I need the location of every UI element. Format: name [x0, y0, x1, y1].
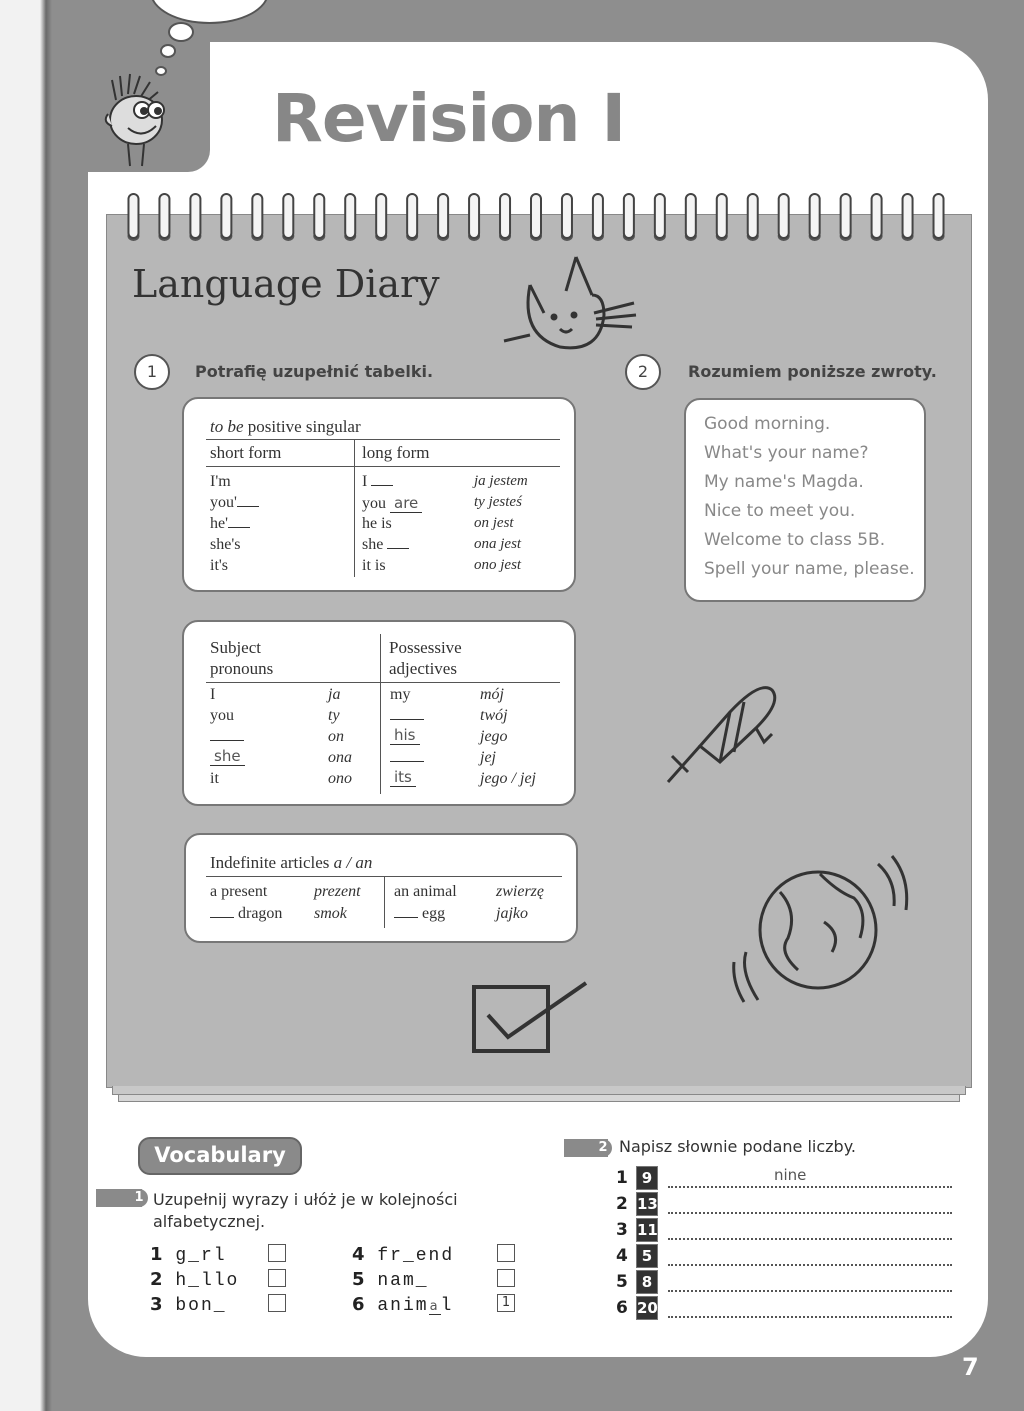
word-item: 5 nam_ — [352, 1269, 429, 1291]
polish-translation: ono — [328, 770, 352, 787]
word-item: 4 fr_end — [352, 1244, 455, 1266]
binding-ring — [809, 194, 821, 241]
number-row[interactable]: 2 13 — [616, 1192, 956, 1216]
possessive-adjective — [390, 768, 416, 787]
order-box[interactable]: 1 — [497, 1294, 515, 1312]
pronouns-table — [182, 620, 576, 806]
column-header: pronouns — [210, 659, 274, 678]
number-row[interactable]: 3 11 — [616, 1218, 956, 1242]
column-header: long form — [362, 443, 430, 462]
mascot-illustration — [98, 70, 188, 170]
phrase: Spell your name, please. — [704, 559, 915, 579]
handwritten-answer: his — [390, 726, 420, 745]
polish-translation: on jest — [474, 515, 514, 531]
polish-translation: ona jest — [474, 536, 522, 552]
phrase: Good morning. — [704, 414, 831, 434]
subject-pronoun: you — [210, 707, 234, 724]
exercise-instruction: alfabetycznej. — [153, 1212, 266, 1231]
polish-translation: ja — [328, 686, 341, 703]
cat-doodle — [500, 255, 640, 365]
long-form: he is — [362, 515, 392, 532]
article-example: egg — [394, 905, 445, 923]
phrases-box — [684, 398, 926, 602]
short-form: it's — [210, 557, 228, 574]
short-form: I'm — [210, 473, 231, 490]
binding-ring — [127, 194, 139, 241]
polish-translation: jego — [480, 728, 508, 745]
table-title-rest: positive singular — [247, 417, 361, 436]
polish-translation: ty — [328, 707, 340, 724]
polish-translation: jego / jej — [480, 770, 536, 787]
long-form: I — [362, 473, 393, 491]
articles-table — [184, 833, 578, 943]
table-title — [210, 417, 361, 437]
binding-ring — [189, 194, 201, 241]
binding-ring — [437, 194, 449, 241]
exercise-instruction: Rozumiem poniższe zwroty. — [688, 362, 937, 381]
table-title-italic: to be — [210, 417, 244, 436]
short-form: he' — [210, 515, 250, 533]
number-row[interactable]: 4 5 — [616, 1244, 956, 1268]
polish-translation: on — [328, 728, 344, 745]
binding-ring — [158, 194, 170, 241]
possessive-adjective: my — [390, 686, 411, 703]
book-spine — [0, 0, 52, 1411]
binding-ring — [251, 194, 263, 241]
binding-ring — [282, 194, 294, 241]
order-box[interactable] — [268, 1294, 286, 1312]
subject-pronoun: I — [210, 686, 216, 703]
polish-translation: jej — [480, 749, 496, 766]
number-row[interactable]: 1 9 nine — [616, 1166, 956, 1190]
binding-ring — [406, 194, 418, 241]
binding-ring — [933, 194, 945, 241]
table-rule — [206, 682, 560, 683]
phrase: Welcome to class 5B. — [704, 530, 886, 550]
phrase: Nice to meet you. — [704, 501, 856, 521]
column-header: short form — [210, 443, 282, 462]
binding-ring — [561, 194, 573, 241]
polish-translation: twój — [480, 707, 508, 724]
polish-translation: ja jestem — [474, 473, 528, 489]
column-header: Possessive — [389, 638, 462, 657]
diary-page-edge — [118, 1095, 960, 1102]
answer-blank[interactable] — [394, 905, 418, 918]
binding-ring — [313, 194, 325, 241]
table-rule — [206, 439, 560, 440]
page-title: Revision I — [272, 80, 625, 157]
thought-bubble-small — [168, 22, 194, 42]
diary-title: Language Diary — [132, 262, 440, 306]
binding-ring — [716, 194, 728, 241]
order-box[interactable] — [268, 1244, 286, 1262]
answer-blank[interactable] — [387, 536, 409, 549]
polish-translation: mój — [480, 686, 504, 703]
binding-ring — [747, 194, 759, 241]
polish-translation: ty jesteś — [474, 494, 522, 510]
column-header: Subject — [210, 638, 261, 657]
exercise-instruction: Uzupełnij wyrazy i ułóż je w kolejności — [153, 1190, 458, 1209]
subject-pronoun-blank[interactable] — [210, 728, 244, 746]
number-row[interactable]: 6 20 — [616, 1296, 956, 1320]
binding-ring — [499, 194, 511, 241]
binding-ring — [375, 194, 387, 241]
column-divider — [354, 439, 355, 577]
binding-ring — [654, 194, 666, 241]
binding-ring — [685, 194, 697, 241]
subject-pronoun: it — [210, 770, 219, 787]
exercise-instruction: Napisz słownie podane liczby. — [619, 1137, 856, 1156]
possessive-adjective — [390, 726, 420, 745]
long-form: you are — [362, 494, 422, 513]
possessive-adjective-blank[interactable] — [390, 749, 424, 767]
answer-blank[interactable] — [210, 905, 234, 918]
phrase: My name's Magda. — [704, 472, 864, 492]
order-box[interactable] — [497, 1269, 515, 1287]
binding-ring — [344, 194, 356, 241]
polish-translation: ona — [328, 749, 352, 766]
page-number: 7 — [962, 1353, 979, 1381]
binding-ring — [778, 194, 790, 241]
number-row[interactable]: 5 8 — [616, 1270, 956, 1294]
subject-pronoun — [210, 747, 245, 766]
order-box[interactable] — [497, 1244, 515, 1262]
handwritten-answer: a — [429, 1299, 440, 1314]
short-form: you' — [210, 494, 259, 512]
handwritten-answer: its — [390, 768, 416, 787]
handwritten-answer: she — [210, 747, 245, 766]
polish-translation: prezent — [314, 883, 361, 900]
answer-blank[interactable] — [228, 515, 250, 528]
exercise-number-badge: 1 — [134, 354, 170, 390]
column-divider — [380, 634, 381, 794]
table-title: Indefinite articles a / an — [210, 853, 373, 872]
binding-ring — [220, 194, 232, 241]
article-example: dragon — [210, 905, 282, 923]
column-header: adjectives — [389, 659, 457, 678]
article-example: a present — [210, 883, 268, 900]
exercise-number-badge: 1 — [130, 1189, 148, 1207]
binding-ring — [871, 194, 883, 241]
thought-bubble-dot — [160, 44, 176, 58]
diary-page-edge — [112, 1086, 966, 1095]
word-item: 2 h_llo — [150, 1269, 240, 1291]
answer-blank[interactable] — [237, 494, 259, 507]
handwritten-answer: are — [390, 494, 422, 513]
long-form: she — [362, 536, 409, 554]
pen-doodle — [660, 672, 790, 792]
word-item: 1 g_rl — [150, 1244, 227, 1266]
article-example: an animal — [394, 883, 457, 900]
polish-translation: smok — [314, 905, 347, 922]
order-box[interactable] — [268, 1269, 286, 1287]
handwritten-answer: nine — [774, 1166, 807, 1184]
binding-ring — [902, 194, 914, 241]
long-form: it is — [362, 557, 386, 574]
exercise-number-badge: 2 — [594, 1139, 612, 1157]
spiral-binding — [118, 190, 954, 250]
binding-ring — [840, 194, 852, 241]
answer-blank[interactable] — [371, 473, 393, 486]
binding-ring — [530, 194, 542, 241]
binding-ring — [592, 194, 604, 241]
exercise-instruction: Potrafię uzupełnić tabelki. — [195, 362, 434, 381]
short-form: she's — [210, 536, 241, 553]
to-be-table — [182, 397, 576, 592]
vocabulary-heading: Vocabulary — [138, 1137, 302, 1175]
word-item: 3 bon_ — [150, 1294, 227, 1316]
phrase: What's your name? — [704, 443, 869, 463]
polish-translation: zwierzę — [496, 883, 544, 900]
globe-doodle — [728, 852, 918, 1012]
checkbox-doodle — [468, 975, 598, 1060]
word-item: 6 animal — [352, 1294, 454, 1316]
table-rule — [206, 466, 560, 467]
possessive-adjective-blank[interactable] — [390, 707, 424, 725]
polish-translation: ono jest — [474, 557, 522, 573]
polish-translation: jajko — [496, 905, 528, 922]
binding-ring — [468, 194, 480, 241]
column-divider — [384, 876, 385, 928]
binding-ring — [623, 194, 635, 241]
exercise-number-badge: 2 — [625, 354, 661, 390]
